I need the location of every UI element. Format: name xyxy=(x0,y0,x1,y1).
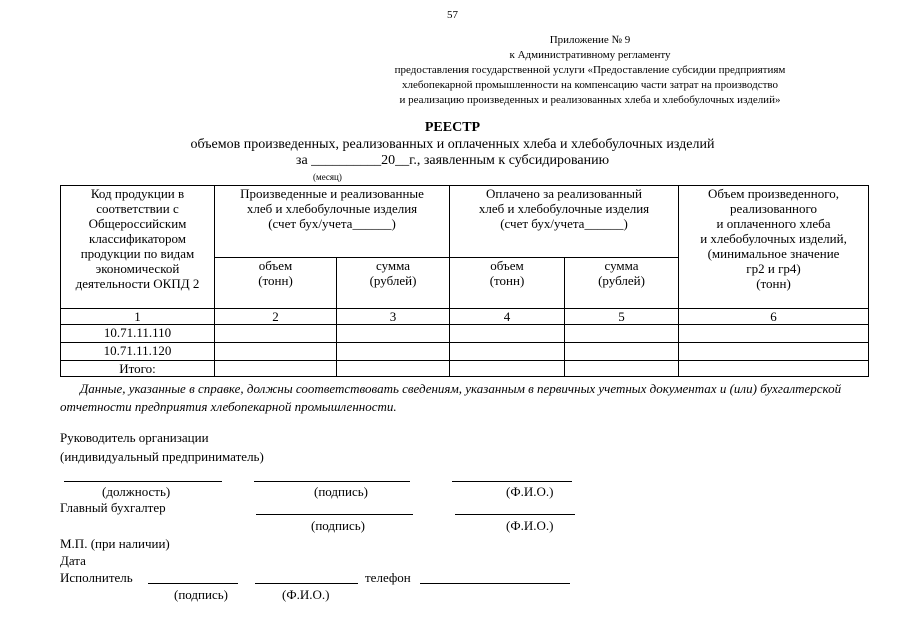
header-volume: объем (тонн) xyxy=(450,258,565,309)
header-paid: Оплачено за реализованный хлеб и хлебобулочные изделия (счет бух/учета______) xyxy=(450,186,679,258)
fio-line xyxy=(255,583,358,584)
head-label: Руководитель организации xyxy=(60,430,209,445)
header-product-code: Код продукции в соответствии с Общероссийским классификатором продукции по видам экономической деятельности ОКПД 2 xyxy=(61,186,215,309)
note-text: Данные, указанные в справке, должны соответствовать сведениям, указанным в первичных учетных документах и (или) бухгалтерской отчетности предприятия хлебопекарной промышленности. xyxy=(60,381,842,414)
registry-table xyxy=(60,185,869,377)
appendix-line: к Административному регламенту xyxy=(509,49,671,61)
total-row: Итого: xyxy=(61,361,869,377)
fio-line xyxy=(455,514,575,515)
phone-line xyxy=(420,583,570,584)
position-caption: (должность) xyxy=(102,484,171,499)
position-line xyxy=(64,481,222,482)
signature-line xyxy=(254,481,410,482)
stamp-label: М.П. (при наличии) xyxy=(60,536,170,551)
signature-line xyxy=(148,583,238,584)
page-number: 57 xyxy=(447,9,458,21)
appendix-line: хлебопекарной промышленности на компенсацию части затрат на производство xyxy=(401,79,779,91)
subtitle-line: объемов произведенных, реализованных и оплаченных хлеба и хлебобулочных изделий xyxy=(190,137,715,152)
head-sublabel: (индивидуальный предприниматель) xyxy=(60,449,264,464)
month-hint: (месяц) xyxy=(313,172,342,182)
table-row: 10.71.11.110 xyxy=(61,325,869,343)
signature-caption: (подпись) xyxy=(314,484,368,499)
phone-label: телефон xyxy=(365,570,411,585)
document-title: РЕЕСТР xyxy=(424,120,481,135)
appendix-line: и реализацию произведенных и реализованных хлеба и хлебобулочных изделий» xyxy=(399,94,781,106)
header-produced-sold: Произведенные и реализованные хлеб и хлебобулочные изделия (счет бух/учета______) xyxy=(215,186,450,258)
signature-caption: (подпись) xyxy=(174,587,228,602)
appendix-line: предоставления государственной услуги «Предоставление субсидии предприятиям xyxy=(394,64,786,76)
header-sum: сумма (рублей) xyxy=(565,258,679,309)
appendix-line: Приложение № 9 xyxy=(549,34,631,46)
fio-caption: (Ф.И.О.) xyxy=(506,484,554,499)
column-numbers-row: 1 2 3 4 5 6 xyxy=(61,309,869,325)
subtitle-line: за __________20__г., заявленным к субсидированию xyxy=(295,153,610,168)
header-sum: сумма (рублей) xyxy=(337,258,450,309)
appendix-header xyxy=(330,33,850,108)
header-volume: объем (тонн) xyxy=(215,258,337,309)
fio-line xyxy=(452,481,572,482)
document-subtitle xyxy=(0,137,905,169)
header-volume-total: Объем произведенного, реализованного и оплаченного хлеба и хлебобулочных изделий, (минимальное значение гр2 и гр4) (тонн) xyxy=(679,186,869,309)
chief-accountant-label: Главный бухгалтер xyxy=(60,500,166,515)
table-row: 10.71.11.120 xyxy=(61,343,869,361)
fio-caption: (Ф.И.О.) xyxy=(506,518,554,533)
signature-line xyxy=(256,514,413,515)
date-label: Дата xyxy=(60,553,86,568)
signature-caption: (подпись) xyxy=(311,518,365,533)
fio-caption: (Ф.И.О.) xyxy=(282,587,330,602)
executor-label: Исполнитель xyxy=(60,570,133,585)
